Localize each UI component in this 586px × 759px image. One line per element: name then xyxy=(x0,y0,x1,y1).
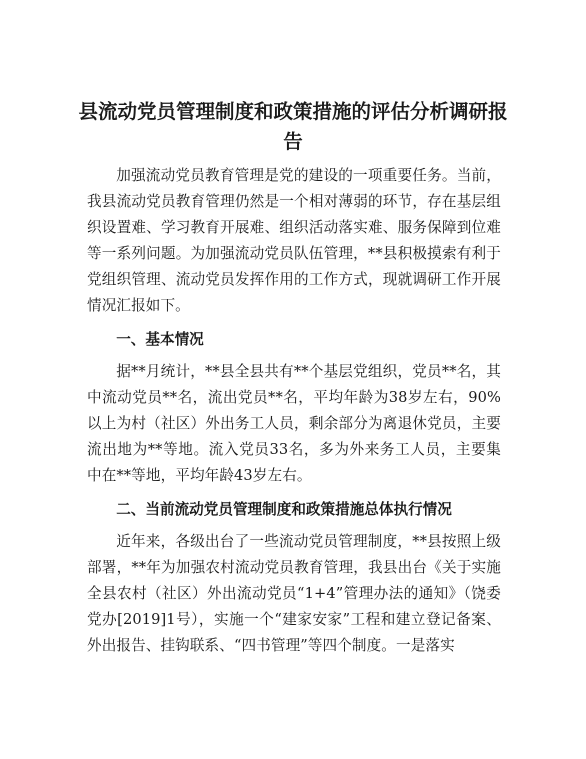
section-heading-implementation: 二、当前流动党员管理制度和政策措施总体执行情况 xyxy=(116,501,452,518)
document-title: 县流动党员管理制度和政策措施的评估分析调研报告 xyxy=(78,100,508,153)
section-heading-basic-situation: 一、基本情况 xyxy=(116,331,204,348)
intro-paragraph: 加强流动党员教育管理是党的建设的一项重要任务。当前，我县流动党员教育管理仍然是一个相对薄弱的环节，存在基层组织设置难、学习教育开展难、组织活动落实难、服务保障到位难等一系列问题。为加强流动党员队伍管理，**县积极摸索有利于党组织管理、流动党员发挥作用的工作方式，现就调研工作开展情况汇报如下。 xyxy=(87,167,501,314)
document-body xyxy=(87,163,501,659)
implementation-paragraph: 近年来，各级出台了一些流动党员管理制度，**县按照上级部署，**年为加强农村流动党员教育管理，我县出台《关于实施全县农村（社区）外出流动党员“1+4”管理办法的通知》（饶委党办[2019]1号），实施一个“建家安家”工程和建立登记备案、外出报告、挂钩联系、“四书管理”等四个制度。一是落实 xyxy=(87,533,501,654)
basic-situation-paragraph: 据**月统计，**县全县共有**个基层党组织，党员**名，其中流动党员**名，流出党员**名，平均年龄为38岁左右，90%以上为村（社区）外出务工人员，剩余部分为离退休党员，主要流出地为**等地。流入党员33名，多为外来务工人员，主要集中在**等地，平均年龄43岁左右。 xyxy=(87,363,501,484)
